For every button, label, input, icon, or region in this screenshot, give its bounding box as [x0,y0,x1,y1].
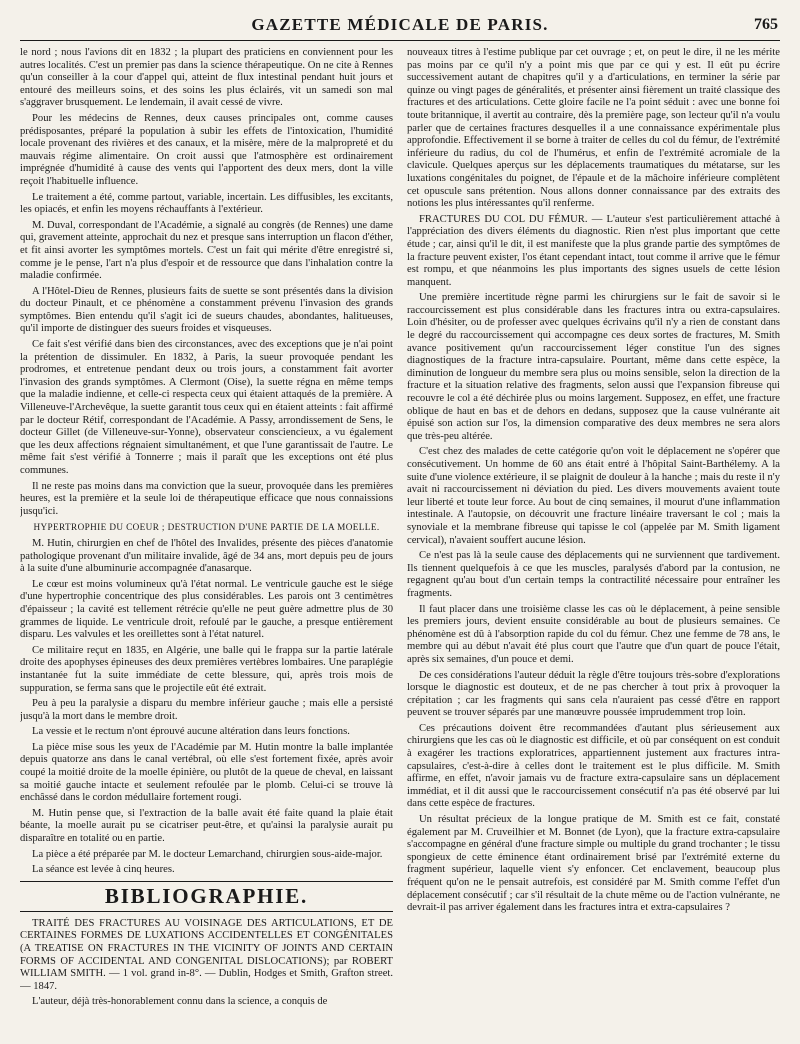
columns [20,47,780,1012]
paragraph: nouveaux titres à l'estime publique par cet ouvrage ; et, on peut le dire, il ne les mérite pas moins par ce qu'il n'y a point mis que par ce qui y est. Il eût pu écrire successivement autant de chapitres qu'il y a d'articulations, en terminer la série par quinze ou vingt pages de généralités, et présenter ainsi fièrement un traité classique des fractures et des articulations. Cette gloire facile ne l'a point séduit : avec une bonne foi toute britannique, il avertit au contraire, dès la première page, son lecteur qu'il n'a voulu parler que de certaines fractures desquelles il a une connaissance expérimentale plus approfondie. Effectivement il se borne à traiter de celles du col du fémur, de l'extrémité inférieure du radius, du col de l'humérus, et enfin de l'extrémité acromiale de la clavicule. Quelques aperçus sur les déplacements traumatiques du métatarse, sur les luxations congénitales du poignet, de l'épaule et de la mâchoire inférieure complètent cet opuscule sans prétention. Nous allons donner connaissance par des extraits des notions les plus intéressantes qu'il renferme. [407,47,780,210]
paragraph: L'auteur, déjà très-honorablement connu dans la science, a conquis de [32,996,328,1008]
paragraph: Une première incertitude règne parmi les chirurgiens sur le fait de savoir si le raccourcissement est plus considérable dans les fractures intra ou extra-capsulaires. Loin d'hésiter, ou de professer avec quelques écrivains qu'il n'y a rien de constant dans le degré du raccourcissement qui accompagne ces deux sortes de fractures, M. Smith avance positivement qu'un raccourcissement léger constitue l'un des signes diagnostiques de la fracture intra-capsulaire. Pourtant, même dans cette espèce, la diminution de longueur du membre sera plus ou moins sensible, selon la direction de la fracture et la situation relative des fragments, selon aussi que l'expansion fibreuse qui recouvre le col a été déchirée plus ou moins largement. Supposez, en effet, une fracture oblique de haut en bas et de dehors en dedans, supposez que la cause vulnérante ait épuisé son action sur l'os, la dimension comparative des deux membres ne sera alors que très-peu altérée. [407,292,780,442]
paragraph: Peu à peu la paralysie a disparu du membre inférieur gauche ; mais elle a persisté jusqu'à la mort dans le membre droit. [20,698,393,722]
paragraph: M. Duval, correspondant de l'Académie, a signalé au congrès (de Rennes) une dame qui, gravement atteinte, approchait du nez et presque sans interruption un flacon d'éther, et fit ainsi avorter les symptômes mortels. C'est un fait qui mérite d'être enregistré si, comme je le pense, l'art n'a plus d'espoir et de ressource que dans l'inhalation contre la maladie confirmée. [20,219,393,282]
paragraph: Un résultat précieux de la longue pratique de M. Smith est ce fait, constaté également par M. Cruveilhier et M. Bonnet (de Lyon), que la fracture extra-capsulaire s'accompagne en général d'une fracture simple ou multiple du grand trochanter ; le tissu spongieux de cette éminence étant ordinairement brisé par l'extrémité externe du fragment supérieur, laquelle vient s'y enfoncer. Cet enclavement, beaucoup plus fréquent qu'on ne le pensait autrefois, est considéré par M. Smith comme l'effet d'un déplacement consécutif ; car s'il résultait de la chute même ou de l'action vulnérante, ne devrait-il pas arriver également dans les fractures intra et extra-capsulaires ? [407,814,780,914]
book-title: TRAITÉ DES FRACTURES AU VOISINAGE DES ARTICULATIONS, ET DE CERTAINES FORMES DE LUXATIONS ACCIDENTELLES ET CONGÉNITALES (A TREATISE ON FRACTURES IN THE VICINITY OF JOINTS AND CERTAIN FORMS OF ACCIDENTAL AND CONGENITAL DISLOCATIONS); par ROBERT WILLIAM SMITH. — 1 vol. grand in-8°. — Dublin, Hodges et Smith, Grafton street. — 1847. [20,917,393,992]
section-subheading: HYPERTROPHIE DU COEUR ; DESTRUCTION D'UNE PARTIE DE LA MOELLE. [33,522,380,533]
page-number: 765 [754,16,778,33]
left-column [20,47,393,1012]
paragraph: Ce n'est pas là la seule cause des déplacements qui ne surviennent que tardivement. Ils tiennent quelquefois à ce que les muscles, paralysés d'abord par la contusion, ne regagnent qu'au bout d'un certain temps la contractilité nécessaire pour entraîner les fragments. [407,550,780,599]
paragraph: La pièce a été préparée par M. le docteur Lemarchand, chirurgien sous-aide-major. [32,848,383,860]
right-column [407,47,780,1012]
paragraph: M. Hutin pense que, si l'extraction de la balle avait été faite quand la plaie était béante, la moelle aurait pu se cicatriser peut-être, et qu'ainsi la paralysie aurait pu disparaître en totalité ou en partie. [20,807,393,845]
page-header [20,10,780,41]
paragraph: Ce fait s'est vérifié dans bien des circonstances, avec des exceptions que je n'ai point la prétention de dissimuler. En 1832, à Paris, la sueur provoquée pendant les prodromes, et entretenue pendant deux ou trois jours, a constamment fait avorter l'invasion des grands symptômes. A Clermont (Oise), la suette régna en même temps que la maladie indienne, et celle-ci respecta ceux qui étaient attaqués de la première. A Villeneuve-l'Archevêque, la suette garantit tous ceux qui en étaient atteints : fait affirmé par le docteur Rétif, correspondant de l'Académie. A Passy, arrondissement de Sens, le docteur Gillet (de Villeneuve-sur-Yonne), observateur consciencieux, a vu également que les deux affections régnaient simultanément, et que l'une garantissait de l'autre. Le même fait s'est vérifié à Tonnerre ; mais il paraît que les exceptions ont été plus communes. [20,339,393,476]
paragraph: Il ne reste pas moins dans ma conviction que la sueur, provoquée dans les premières heures, est la première et la seule loi de thérapeutique efficace que nous connaissions jusqu'ici. [20,480,393,517]
journal-title: GAZETTE MÉDICALE DE PARIS. [251,15,549,34]
bibliography-heading: BIBLIOGRAPHIE. [20,881,393,912]
paragraph: La séance est levée à cinq heures. [32,864,175,876]
paragraph: De ces considérations l'auteur déduit la règle d'être toujours très-sobre d'explorations lorsque le diagnostic est douteux, et de ne pas chercher à tout prix à provoquer la crépitation ; car les fragments qui sans cela n'auraient pas cessé d'être en rapport peuvent se trouver séparés par une manœuvre poussée imprudemment trop loin. [407,669,780,719]
paragraph: Ce militaire reçut en 1835, en Algérie, une balle qui le frappa sur la partie latérale droite des apophyses épineuses des deux premières vertèbres lombaires. Une paraplégie instantanée fut la suite immédiate de cette blessure, qui, après trois mois de suppuration, se ferma sans que le projectile eût été extrait. [20,644,393,694]
paragraph: Le traitement a été, comme partout, variable, incertain. Les diffusibles, les excitants, les opiacés, et enfin les moyens réchauffants à l'extérieur. [20,191,393,216]
paragraph: Ces précautions doivent être recommandées d'autant plus sérieusement aux chirurgiens que les cas où le diagnostic est difficile, et où par conséquent on est conduit à exagérer les tractions exploratrices, appartiennent justement aux fractures intra-capsulaires, c'est-à-dire à celles dont le traitement est le plus difficile. M. Smith affirme, en effet, n'avoir jamais vu de fracture extra-capsulaire sans un déplacement immédiat, et il dit aussi que le raccourcissement consécutif n'a pas été observé par lui dans cette espèce de fractures. [407,722,780,810]
paragraph: Le cœur est moins volumineux qu'à l'état normal. Le ventricule gauche est le siége d'une hypertrophie concentrique des plus considérables. Les parois ont 3 centimètres d'épaisseur ; la cavité est tellement rétrécie qu'elle ne peut guère admettre plus de 30 grammes de liquide. Le ventricule droit, refoulé par le gauche, a presque entièrement disparu. Les valvules et les oreillettes sont à l'état naturel. [20,578,393,641]
paragraph: M. Hutin, chirurgien en chef de l'hôtel des Invalides, présente des pièces d'anatomie pathologique provenant d'un militaire invalide, âgé de 34 ans, mort depuis peu de jours à la suite d'une albuminurie accompagnée d'anasarque. [20,537,393,575]
paragraph: A l'Hôtel-Dieu de Rennes, plusieurs faits de suette se sont présentés dans la division du docteur Pinault, et ce phénomène a constamment prévenu l'invasion des grands symptômes. Bien entendu qu'il s'agit ici de sueurs chaudes, abondantes, halitueuses, qu'il importe de distinguer des sueurs froides et visqueuses. [20,285,393,335]
paragraph: FRACTURES DU COL DU FÉMUR. — L'auteur s'est particulièrement attaché à l'appréciation des divers éléments du diagnostic. Rien n'est plus important que cette étude ; car, ainsi qu'il le dit, il est manifeste que la plus grande partie des symptômes de la fracture peuvent exister, l'os étant cependant intact, tout comme il arrive que le fémur est rompu, et que néanmoins les plus importants des signes usuels de cette lésion manquent. [407,213,780,288]
paragraph: C'est chez des malades de cette catégorie qu'on voit le déplacement ne s'opérer que consécutivement. Un homme de 60 ans était entré à l'hôpital Saint-Barthélemy. A la suite d'une violence extérieure, il se plaignit de douleur à la hanche ; mais du reste il n'y avait ni raccourcissement ni déviation du pied. Les divers mouvements avaient toute leur liberté et toute leur force. Au bout de cinq semaines, il mourut d'une inflammation intestinale. A l'autopsie, on découvrit une fracture linéaire traversant le col ; mais la synoviale et la membrane fibreuse qui tapisse le col (appelée par M. Smith ligament cervical), n'avaient souffert aucune lésion. [407,446,780,546]
paragraph: Pour les médecins de Rennes, deux causes principales ont, comme causes prédisposantes, préparé la population à subir les effets de l'intoxication, l'humidité locale provenant des rivières et des canaux, et la misère, mère de la malpropreté et du mauvais régime alimentaire. On croit aussi que l'atmosphère est ordinairement imprégnée d'humidité à cause des vents qui l'apportent des deux mers, dont la ville reçoit l'habituelle influence. [20,112,393,187]
paragraph: Il faut placer dans une troisième classe les cas où le déplacement, à peine sensible les premiers jours, devient ensuite considérable au bout de plusieurs semaines. Ce phénomène est dû à l'absorption rapide du col du fémur. Chez une femme de 78 ans, le membre qui au début n'avait été plus court que l'autre que d'un quart de pouce l'était, après six semaines, d'un pouce et demi. [407,603,780,665]
paragraph: le nord ; nous l'avions dit en 1832 ; la plupart des praticiens en conviennent pour les autres localités. C'est un premier pas dans la science thérapeutique. On ne cite à Rennes qu'un conseiller à la cour d'appel qui, atteint de flux intestinal pendant huit jours et entouré des meilleurs soins, et des soins les plus éclairés, vit un samedi son mal s'aggraver brusquement. Le lendemain, il avait cessé de vivre. [20,47,393,109]
paragraph: La pièce mise sous les yeux de l'Académie par M. Hutin montre la balle implantée depuis quatorze ans dans le canal vertébral, où elle s'est fortement fixée, après avoir coupé la moitié droite de la moelle épinière, ou plutôt de la queue de cheval, en laissant sa moitié gauche intacte et seulement refoulée par le plomb. Celui-ci se trouve là enchâssé dans le cordon médullaire fortement rougi. [20,741,393,804]
paragraph: La vessie et le rectum n'ont éprouvé aucune altération dans leurs fonctions. [32,726,350,738]
